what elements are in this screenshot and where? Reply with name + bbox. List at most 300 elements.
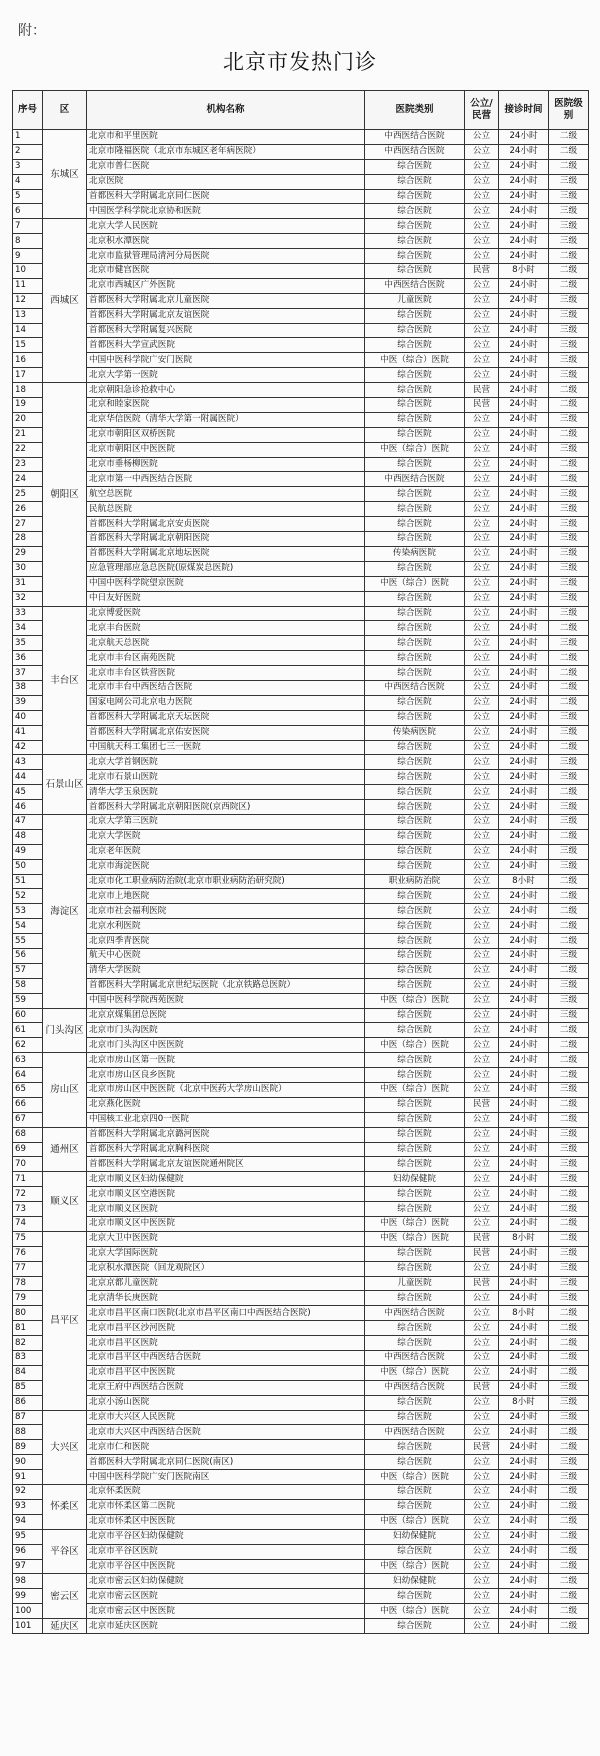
cell-name: 首都医科大学附属北京儿童医院 <box>87 293 365 308</box>
cell-hours: 24小时 <box>499 1172 549 1187</box>
cell-type: 综合医院 <box>365 651 465 666</box>
cell-no: 83 <box>13 1351 43 1366</box>
cell-hours: 24小时 <box>499 636 549 651</box>
cell-type: 综合医院 <box>365 666 465 681</box>
cell-hours: 24小时 <box>499 710 549 725</box>
table-row <box>13 800 589 815</box>
table-row <box>13 636 589 651</box>
table-row <box>13 1231 589 1246</box>
table-row <box>13 517 589 532</box>
cell-no: 24 <box>13 472 43 487</box>
cell-hours: 24小时 <box>499 1246 549 1261</box>
cell-hours: 24小时 <box>499 1619 549 1634</box>
table-row <box>13 1559 589 1574</box>
cell-hours: 24小时 <box>499 1291 549 1306</box>
cell-level: 二级 <box>549 666 589 681</box>
cell-name: 北京王府中西医结合医院 <box>87 1380 365 1395</box>
cell-ownership: 公立 <box>465 234 499 249</box>
cell-level: 二级 <box>549 1529 589 1544</box>
cell-ownership: 公立 <box>465 412 499 427</box>
cell-hours: 24小时 <box>499 576 549 591</box>
cell-level: 二级 <box>549 1440 589 1455</box>
cell-type: 中医（综合）医院 <box>365 1217 465 1232</box>
cell-ownership: 公立 <box>465 978 499 993</box>
cell-hours: 24小时 <box>499 219 549 234</box>
cell-level: 二级 <box>549 1589 589 1604</box>
cell-type: 中医（综合）医院 <box>365 993 465 1008</box>
cell-ownership: 公立 <box>465 1619 499 1634</box>
table-row <box>13 398 589 413</box>
cell-name: 北京市平谷区医院 <box>87 1544 365 1559</box>
cell-ownership: 公立 <box>465 219 499 234</box>
table-row <box>13 770 589 785</box>
cell-ownership: 公立 <box>465 1157 499 1172</box>
cell-name: 首都医科大学附属北京友谊医院 <box>87 308 365 323</box>
cell-name: 北京华信医院（清华大学第一附属医院） <box>87 412 365 427</box>
cell-level: 三级 <box>549 561 589 576</box>
cell-district: 平谷区 <box>43 1529 87 1574</box>
cell-type: 综合医院 <box>365 770 465 785</box>
cell-no: 61 <box>13 1023 43 1038</box>
cell-level: 三级 <box>549 725 589 740</box>
cell-no: 57 <box>13 963 43 978</box>
cell-no: 58 <box>13 978 43 993</box>
cell-no: 55 <box>13 934 43 949</box>
cell-name: 北京大学第三医院 <box>87 814 365 829</box>
cell-ownership: 公立 <box>465 1365 499 1380</box>
cell-hours: 24小时 <box>499 859 549 874</box>
table-row <box>13 1470 589 1485</box>
table-row <box>13 472 589 487</box>
table-row <box>13 353 589 368</box>
cell-name: 中国中医科学院广安门医院 <box>87 353 365 368</box>
cell-ownership: 公立 <box>465 948 499 963</box>
cell-no: 32 <box>13 591 43 606</box>
cell-ownership: 公立 <box>465 130 499 145</box>
cell-name: 北京市顺义区妇幼保健院 <box>87 1172 365 1187</box>
cell-hours: 24小时 <box>499 770 549 785</box>
cell-no: 87 <box>13 1410 43 1425</box>
cell-type: 综合医院 <box>365 1202 465 1217</box>
cell-ownership: 公立 <box>465 919 499 934</box>
cell-type: 妇幼保健院 <box>365 1529 465 1544</box>
cell-no: 92 <box>13 1485 43 1500</box>
table-row <box>13 1351 589 1366</box>
cell-name: 北京市隆福医院（北京市东城区老年病医院） <box>87 144 365 159</box>
cell-ownership: 公立 <box>465 338 499 353</box>
cell-district: 东城区 <box>43 130 87 219</box>
table-row <box>13 219 589 234</box>
table-row <box>13 606 589 621</box>
cell-hours: 24小时 <box>499 844 549 859</box>
cell-type: 中医（综合）医院 <box>365 1470 465 1485</box>
cell-level: 二级 <box>549 1574 589 1589</box>
cell-name: 北京四季青医院 <box>87 934 365 949</box>
cell-level: 三级 <box>549 770 589 785</box>
cell-ownership: 公立 <box>465 591 499 606</box>
cell-type: 综合医院 <box>365 249 465 264</box>
cell-level: 三级 <box>549 1380 589 1395</box>
cell-name: 北京市朝阳区双桥医院 <box>87 427 365 442</box>
cell-ownership: 公立 <box>465 1053 499 1068</box>
cell-hours: 24小时 <box>499 308 549 323</box>
cell-type: 中西医结合医院 <box>365 1380 465 1395</box>
cell-no: 42 <box>13 740 43 755</box>
table-row <box>13 1306 589 1321</box>
cell-no: 11 <box>13 278 43 293</box>
cell-type: 综合医院 <box>365 1440 465 1455</box>
cell-hours: 24小时 <box>499 889 549 904</box>
cell-hours: 24小时 <box>499 234 549 249</box>
table-row <box>13 1440 589 1455</box>
cell-name: 中国航天科工集团七三一医院 <box>87 740 365 755</box>
cell-type: 综合医院 <box>365 1053 465 1068</box>
cell-hours: 24小时 <box>499 293 549 308</box>
cell-no: 67 <box>13 1112 43 1127</box>
cell-no: 6 <box>13 204 43 219</box>
cell-type: 综合医院 <box>365 710 465 725</box>
cell-no: 96 <box>13 1544 43 1559</box>
cell-level: 三级 <box>549 308 589 323</box>
cell-name: 北京和睦家医院 <box>87 398 365 413</box>
cell-no: 95 <box>13 1529 43 1544</box>
cell-name: 首都医科大学附属北京朝阳医院 <box>87 532 365 547</box>
cell-no: 70 <box>13 1157 43 1172</box>
cell-level: 三级 <box>549 844 589 859</box>
cell-hours: 24小时 <box>499 383 549 398</box>
cell-no: 34 <box>13 621 43 636</box>
cell-name: 北京大学国际医院 <box>87 1246 365 1261</box>
header-cell-level: 医院级别 <box>549 91 589 130</box>
cell-name: 首都医科大学附属北京安贞医院 <box>87 517 365 532</box>
cell-level: 二级 <box>549 1485 589 1500</box>
cell-no: 31 <box>13 576 43 591</box>
cell-name: 北京市密云区妇幼保健院 <box>87 1574 365 1589</box>
cell-name: 首都医科大学附属北京佑安医院 <box>87 725 365 740</box>
table-row <box>13 204 589 219</box>
cell-level: 二级 <box>549 1053 589 1068</box>
cell-hours: 24小时 <box>499 472 549 487</box>
cell-ownership: 公立 <box>465 189 499 204</box>
cell-level: 二级 <box>549 785 589 800</box>
cell-hours: 24小时 <box>499 338 549 353</box>
cell-level: 三级 <box>549 1455 589 1470</box>
cell-level: 三级 <box>549 993 589 1008</box>
cell-ownership: 公立 <box>465 517 499 532</box>
cell-district: 海淀区 <box>43 814 87 1008</box>
cell-no: 30 <box>13 561 43 576</box>
cell-no: 23 <box>13 457 43 472</box>
cell-ownership: 公立 <box>465 1499 499 1514</box>
cell-type: 综合医院 <box>365 1187 465 1202</box>
cell-hours: 8小时 <box>499 264 549 279</box>
cell-level: 二级 <box>549 427 589 442</box>
cell-no: 48 <box>13 829 43 844</box>
table-row <box>13 725 589 740</box>
cell-no: 18 <box>13 383 43 398</box>
cell-ownership: 公立 <box>465 904 499 919</box>
table-row <box>13 487 589 502</box>
cell-hours: 24小时 <box>499 1068 549 1083</box>
table-row <box>13 383 589 398</box>
cell-level: 三级 <box>549 502 589 517</box>
cell-no: 51 <box>13 874 43 889</box>
table-row <box>13 130 589 145</box>
table-row <box>13 249 589 264</box>
header-cell-no: 序号 <box>13 91 43 130</box>
cell-hours: 24小时 <box>499 1589 549 1604</box>
cell-ownership: 公立 <box>465 1425 499 1440</box>
cell-name: 北京市昌平区沙河医院 <box>87 1321 365 1336</box>
cell-level: 三级 <box>549 353 589 368</box>
cell-type: 综合医院 <box>365 636 465 651</box>
cell-level: 二级 <box>549 1112 589 1127</box>
table-row <box>13 278 589 293</box>
table-row <box>13 680 589 695</box>
cell-type: 综合医院 <box>365 695 465 710</box>
cell-no: 80 <box>13 1306 43 1321</box>
cell-name: 北京燕化医院 <box>87 1097 365 1112</box>
cell-name: 北京积水潭医院（回龙观院区） <box>87 1261 365 1276</box>
cell-name: 北京市普仁医院 <box>87 159 365 174</box>
cell-level: 二级 <box>549 874 589 889</box>
cell-hours: 24小时 <box>499 561 549 576</box>
table-row <box>13 1083 589 1098</box>
cell-ownership: 公立 <box>465 174 499 189</box>
table-row <box>13 934 589 949</box>
cell-type: 综合医院 <box>365 1410 465 1425</box>
cell-hours: 24小时 <box>499 1559 549 1574</box>
cell-hours: 24小时 <box>499 368 549 383</box>
cell-type: 综合医院 <box>365 844 465 859</box>
cell-type: 儿童医院 <box>365 293 465 308</box>
cell-ownership: 民营 <box>465 383 499 398</box>
cell-level: 三级 <box>549 174 589 189</box>
cell-ownership: 公立 <box>465 770 499 785</box>
cell-hours: 24小时 <box>499 740 549 755</box>
cell-ownership: 公立 <box>465 472 499 487</box>
cell-name: 北京市社会福利医院 <box>87 904 365 919</box>
cell-ownership: 公立 <box>465 576 499 591</box>
cell-ownership: 公立 <box>465 1544 499 1559</box>
cell-level: 三级 <box>549 338 589 353</box>
cell-hours: 24小时 <box>499 457 549 472</box>
cell-hours: 24小时 <box>499 1425 549 1440</box>
cell-name: 北京市昌平区中医医院 <box>87 1365 365 1380</box>
cell-level: 三级 <box>549 978 589 993</box>
cell-name: 北京京都儿童医院 <box>87 1276 365 1291</box>
cell-hours: 24小时 <box>499 621 549 636</box>
cell-hours: 24小时 <box>499 517 549 532</box>
annex-label: 附： <box>18 23 46 39</box>
table-row <box>13 1112 589 1127</box>
cell-no: 28 <box>13 532 43 547</box>
cell-type: 中医（综合）医院 <box>365 576 465 591</box>
table-row <box>13 189 589 204</box>
cell-level: 三级 <box>549 323 589 338</box>
cell-name: 北京市海淀医院 <box>87 859 365 874</box>
cell-level: 二级 <box>549 144 589 159</box>
table-row <box>13 829 589 844</box>
cell-type: 综合医院 <box>365 264 465 279</box>
cell-ownership: 公立 <box>465 1038 499 1053</box>
cell-no: 37 <box>13 666 43 681</box>
cell-type: 综合医院 <box>365 532 465 547</box>
cell-ownership: 公立 <box>465 874 499 889</box>
cell-name: 清华大学玉泉医院 <box>87 785 365 800</box>
cell-hours: 24小时 <box>499 1157 549 1172</box>
cell-name: 首都医科大学附属复兴医院 <box>87 323 365 338</box>
cell-ownership: 公立 <box>465 204 499 219</box>
table-row <box>13 1008 589 1023</box>
table-row <box>13 144 589 159</box>
cell-level: 二级 <box>549 1023 589 1038</box>
cell-level: 三级 <box>549 1083 589 1098</box>
cell-ownership: 民营 <box>465 1246 499 1261</box>
cell-name: 北京市西城区广外医院 <box>87 278 365 293</box>
cell-hours: 24小时 <box>499 1202 549 1217</box>
cell-hours: 24小时 <box>499 442 549 457</box>
cell-level: 三级 <box>549 1127 589 1142</box>
cell-hours: 24小时 <box>499 1380 549 1395</box>
cell-level: 三级 <box>549 1142 589 1157</box>
cell-no: 85 <box>13 1380 43 1395</box>
cell-name: 北京市密云区中医医院 <box>87 1604 365 1619</box>
table-row <box>13 1097 589 1112</box>
cell-name: 北京市仁和医院 <box>87 1440 365 1455</box>
cell-name: 国家电网公司北京电力医院 <box>87 695 365 710</box>
cell-name: 北京市第一中西医结合医院 <box>87 472 365 487</box>
cell-ownership: 公立 <box>465 993 499 1008</box>
cell-level: 二级 <box>549 1097 589 1112</box>
fever-clinic-table <box>12 90 589 1634</box>
cell-level: 二级 <box>549 1365 589 1380</box>
cell-level: 二级 <box>549 680 589 695</box>
cell-type: 综合医院 <box>365 1395 465 1410</box>
cell-name: 北京水利医院 <box>87 919 365 934</box>
cell-ownership: 公立 <box>465 144 499 159</box>
cell-type: 综合医院 <box>365 457 465 472</box>
cell-type: 综合医院 <box>365 338 465 353</box>
cell-ownership: 公立 <box>465 1112 499 1127</box>
cell-name: 中国中医科学院望京医院 <box>87 576 365 591</box>
cell-hours: 24小时 <box>499 159 549 174</box>
cell-hours: 24小时 <box>499 487 549 502</box>
cell-ownership: 公立 <box>465 532 499 547</box>
cell-level: 三级 <box>549 1291 589 1306</box>
cell-level: 二级 <box>549 1306 589 1321</box>
cell-no: 82 <box>13 1336 43 1351</box>
cell-hours: 24小时 <box>499 1499 549 1514</box>
cell-level: 二级 <box>549 1321 589 1336</box>
cell-hours: 24小时 <box>499 1217 549 1232</box>
cell-hours: 24小时 <box>499 1336 549 1351</box>
cell-district: 丰台区 <box>43 606 87 755</box>
cell-name: 北京医院 <box>87 174 365 189</box>
cell-level: 二级 <box>549 740 589 755</box>
cell-level: 三级 <box>549 755 589 770</box>
cell-hours: 24小时 <box>499 1008 549 1023</box>
cell-level: 三级 <box>549 219 589 234</box>
cell-no: 68 <box>13 1127 43 1142</box>
cell-no: 59 <box>13 993 43 1008</box>
cell-name: 首都医科大学附属北京潞河医院 <box>87 1127 365 1142</box>
cell-ownership: 公立 <box>465 934 499 949</box>
cell-name: 北京市房山区良乡医院 <box>87 1068 365 1083</box>
cell-no: 16 <box>13 353 43 368</box>
cell-name: 北京积水潭医院 <box>87 234 365 249</box>
cell-type: 综合医院 <box>365 174 465 189</box>
cell-ownership: 公立 <box>465 1008 499 1023</box>
cell-level: 二级 <box>549 1217 589 1232</box>
cell-name: 北京小汤山医院 <box>87 1395 365 1410</box>
cell-ownership: 公立 <box>465 606 499 621</box>
cell-type: 综合医院 <box>365 1097 465 1112</box>
cell-district: 房山区 <box>43 1053 87 1127</box>
table-row <box>13 919 589 934</box>
cell-level: 二级 <box>549 963 589 978</box>
cell-level: 三级 <box>549 1008 589 1023</box>
cell-type: 综合医院 <box>365 934 465 949</box>
cell-level: 二级 <box>549 383 589 398</box>
cell-ownership: 公立 <box>465 963 499 978</box>
table-row <box>13 1246 589 1261</box>
cell-type: 中西医结合医院 <box>365 680 465 695</box>
cell-hours: 24小时 <box>499 725 549 740</box>
cell-no: 3 <box>13 159 43 174</box>
cell-hours: 24小时 <box>499 1365 549 1380</box>
cell-name: 北京市上地医院 <box>87 889 365 904</box>
cell-ownership: 公立 <box>465 621 499 636</box>
cell-ownership: 公立 <box>465 1068 499 1083</box>
cell-type: 综合医院 <box>365 1246 465 1261</box>
cell-hours: 24小时 <box>499 1097 549 1112</box>
cell-level: 二级 <box>549 1336 589 1351</box>
cell-level: 三级 <box>549 293 589 308</box>
table-row <box>13 457 589 472</box>
cell-level: 二级 <box>549 1604 589 1619</box>
cell-type: 综合医院 <box>365 800 465 815</box>
cell-ownership: 公立 <box>465 889 499 904</box>
cell-level: 三级 <box>549 442 589 457</box>
cell-hours: 8小时 <box>499 1306 549 1321</box>
cell-level: 三级 <box>549 1470 589 1485</box>
cell-type: 综合医院 <box>365 1619 465 1634</box>
cell-level: 二级 <box>549 159 589 174</box>
cell-ownership: 公立 <box>465 844 499 859</box>
cell-ownership: 公立 <box>465 680 499 695</box>
table-row <box>13 412 589 427</box>
cell-ownership: 公立 <box>465 1485 499 1500</box>
cell-type: 综合医院 <box>365 502 465 517</box>
table-row <box>13 234 589 249</box>
cell-level: 二级 <box>549 1068 589 1083</box>
cell-type: 综合医院 <box>365 159 465 174</box>
cell-ownership: 公立 <box>465 323 499 338</box>
table-row <box>13 1321 589 1336</box>
cell-level: 二级 <box>549 1544 589 1559</box>
cell-no: 1 <box>13 130 43 145</box>
cell-hours: 24小时 <box>499 1187 549 1202</box>
cell-hours: 24小时 <box>499 398 549 413</box>
cell-hours: 8小时 <box>499 874 549 889</box>
cell-no: 9 <box>13 249 43 264</box>
cell-district: 石景山区 <box>43 755 87 815</box>
cell-no: 64 <box>13 1068 43 1083</box>
table-row <box>13 323 589 338</box>
table-row <box>13 174 589 189</box>
cell-level: 三级 <box>549 1261 589 1276</box>
